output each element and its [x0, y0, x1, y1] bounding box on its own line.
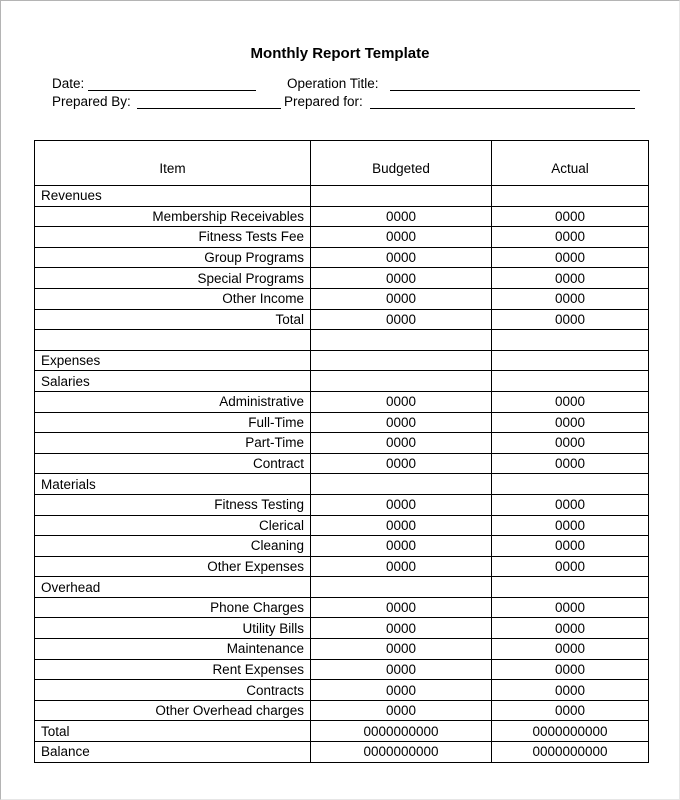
actual-cell[interactable]: [492, 474, 649, 495]
table-row: [35, 433, 649, 454]
actual-cell[interactable]: 0000: [492, 680, 649, 701]
table-row: [35, 268, 649, 289]
actual-cell[interactable]: [492, 350, 649, 371]
table-row: [35, 288, 649, 309]
budgeted-cell[interactable]: [311, 371, 492, 392]
actual-cell[interactable]: 0000: [492, 556, 649, 577]
actual-cell[interactable]: 0000: [492, 227, 649, 248]
budgeted-cell[interactable]: 0000000000: [311, 721, 492, 742]
table-row: [35, 700, 649, 721]
actual-cell[interactable]: 0000: [492, 536, 649, 557]
item-cell: Special Programs: [35, 268, 311, 289]
header-item: Item: [35, 141, 311, 186]
item-cell: Full-Time: [35, 412, 311, 433]
item-cell: Clerical: [35, 515, 311, 536]
table-row: [35, 577, 649, 598]
budgeted-cell[interactable]: 0000000000: [311, 742, 492, 763]
budgeted-cell[interactable]: 0000: [311, 597, 492, 618]
prepared-for-input-line[interactable]: [370, 108, 635, 109]
budgeted-cell[interactable]: [311, 350, 492, 371]
prepared-by-label: Prepared By:: [52, 94, 131, 109]
table-row: [35, 680, 649, 701]
item-cell: Fitness Testing: [35, 494, 311, 515]
actual-cell[interactable]: 0000: [492, 494, 649, 515]
actual-cell[interactable]: 0000: [492, 515, 649, 536]
table-row: [35, 453, 649, 474]
budgeted-cell[interactable]: 0000: [311, 659, 492, 680]
item-cell: Part-Time: [35, 433, 311, 454]
item-cell: Balance: [35, 742, 311, 763]
budgeted-cell[interactable]: 0000: [311, 247, 492, 268]
item-cell: Materials: [35, 474, 311, 495]
report-table: [34, 140, 649, 763]
operation-title-label: Operation Title:: [287, 76, 379, 91]
budgeted-cell[interactable]: 0000: [311, 453, 492, 474]
budgeted-cell[interactable]: 0000: [311, 206, 492, 227]
item-cell: Fitness Tests Fee: [35, 227, 311, 248]
item-cell: Cleaning: [35, 536, 311, 557]
item-cell: Salaries: [35, 371, 311, 392]
actual-cell[interactable]: 0000: [492, 453, 649, 474]
actual-cell[interactable]: 0000: [492, 597, 649, 618]
item-cell: Overhead: [35, 577, 311, 598]
item-cell: Group Programs: [35, 247, 311, 268]
budgeted-cell[interactable]: [311, 474, 492, 495]
budgeted-cell[interactable]: 0000: [311, 700, 492, 721]
item-cell: Other Overhead charges: [35, 700, 311, 721]
item-cell: Expenses: [35, 350, 311, 371]
table-row: [35, 186, 649, 207]
actual-cell[interactable]: 0000: [492, 288, 649, 309]
item-cell: Other Expenses: [35, 556, 311, 577]
budgeted-cell[interactable]: [311, 330, 492, 351]
table-row: [35, 597, 649, 618]
actual-cell[interactable]: [492, 577, 649, 598]
actual-cell[interactable]: 0000: [492, 247, 649, 268]
header-budgeted: Budgeted: [311, 141, 492, 186]
actual-cell[interactable]: 0000: [492, 206, 649, 227]
budgeted-cell[interactable]: 0000: [311, 227, 492, 248]
budgeted-cell[interactable]: 0000: [311, 680, 492, 701]
table-body: [35, 186, 649, 763]
actual-cell[interactable]: 0000000000: [492, 721, 649, 742]
prepared-for-field: [284, 94, 363, 110]
item-cell: Membership Receivables: [35, 206, 311, 227]
budgeted-cell[interactable]: 0000: [311, 412, 492, 433]
item-cell: Total: [35, 309, 311, 330]
budgeted-cell[interactable]: 0000: [311, 556, 492, 577]
prepared-for-label: Prepared for:: [284, 94, 363, 109]
item-cell: Maintenance: [35, 639, 311, 660]
table-row: [35, 639, 649, 660]
prepared-by-input-line[interactable]: [137, 108, 281, 109]
item-cell: Revenues: [35, 186, 311, 207]
actual-cell[interactable]: 0000: [492, 618, 649, 639]
header-actual: Actual: [492, 141, 649, 186]
table-row: [35, 494, 649, 515]
actual-cell[interactable]: 0000: [492, 659, 649, 680]
item-cell: Contracts: [35, 680, 311, 701]
table-row: [35, 659, 649, 680]
budgeted-cell[interactable]: 0000: [311, 494, 492, 515]
table-row: [35, 227, 649, 248]
table-row: [35, 371, 649, 392]
actual-cell[interactable]: 0000: [492, 309, 649, 330]
operation-title-field: [287, 76, 379, 92]
table-row: [35, 474, 649, 495]
budgeted-cell[interactable]: [311, 186, 492, 207]
table-row: [35, 309, 649, 330]
budgeted-cell[interactable]: 0000: [311, 536, 492, 557]
table-row: [35, 206, 649, 227]
date-input-line[interactable]: [88, 90, 256, 91]
actual-cell[interactable]: 0000: [492, 268, 649, 289]
budgeted-cell[interactable]: 0000: [311, 639, 492, 660]
table-row: [35, 556, 649, 577]
table-row: [35, 618, 649, 639]
table-row: [35, 721, 649, 742]
actual-cell[interactable]: 0000: [492, 391, 649, 412]
table-row: [35, 391, 649, 412]
actual-cell[interactable]: [492, 330, 649, 351]
actual-cell[interactable]: [492, 186, 649, 207]
table-header-row: [35, 141, 649, 186]
item-cell: Other Income: [35, 288, 311, 309]
table-row: [35, 742, 649, 763]
table-row: [35, 536, 649, 557]
table-row: [35, 350, 649, 371]
date-label: Date:: [52, 76, 85, 91]
table-row: [35, 412, 649, 433]
actual-cell[interactable]: 0000: [492, 433, 649, 454]
item-cell: Contract: [35, 453, 311, 474]
item-cell: Rent Expenses: [35, 659, 311, 680]
actual-cell[interactable]: [492, 371, 649, 392]
budgeted-cell[interactable]: [311, 577, 492, 598]
actual-cell[interactable]: 0000: [492, 639, 649, 660]
actual-cell[interactable]: 0000: [492, 700, 649, 721]
budgeted-cell[interactable]: 0000: [311, 268, 492, 289]
item-cell: Utility Bills: [35, 618, 311, 639]
table-row: [35, 247, 649, 268]
document-title: Monthly Report Template: [250, 45, 430, 62]
table-row: [35, 330, 649, 351]
actual-cell[interactable]: 0000: [492, 412, 649, 433]
budgeted-cell[interactable]: 0000: [311, 618, 492, 639]
item-cell: [35, 330, 311, 351]
budgeted-cell[interactable]: 0000: [311, 309, 492, 330]
budgeted-cell[interactable]: 0000: [311, 391, 492, 412]
prepared-by-field: [52, 94, 131, 110]
item-cell: Total: [35, 721, 311, 742]
budgeted-cell[interactable]: 0000: [311, 515, 492, 536]
budgeted-cell[interactable]: 0000: [311, 288, 492, 309]
table-row: [35, 515, 649, 536]
date-field: [52, 76, 84, 92]
item-cell: Phone Charges: [35, 597, 311, 618]
budgeted-cell[interactable]: 0000: [311, 433, 492, 454]
operation-title-input-line[interactable]: [390, 90, 640, 91]
actual-cell[interactable]: 0000000000: [492, 742, 649, 763]
item-cell: Administrative: [35, 391, 311, 412]
